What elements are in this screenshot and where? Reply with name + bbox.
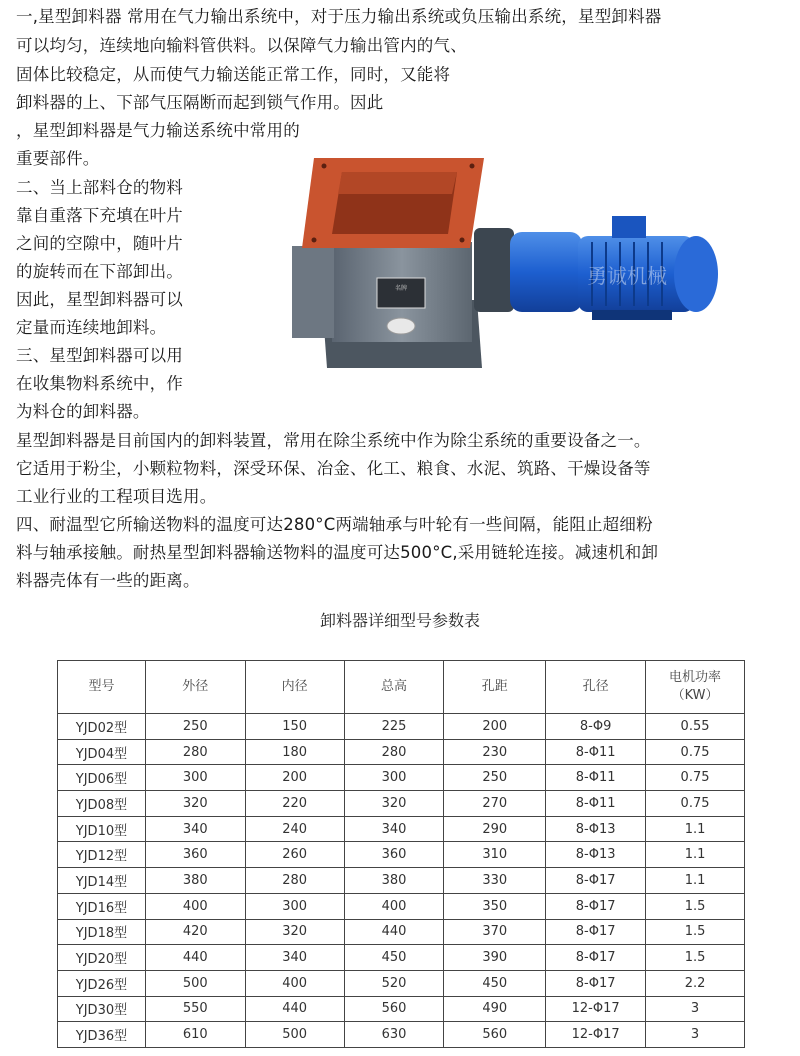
table-cell: 320 <box>145 791 245 817</box>
table-cell: 330 <box>444 868 546 894</box>
text-line: 四、耐温型它所输送物料的温度可达280°C两端轴承与叶轮有一些间隔，能阻止超细粉 <box>16 515 653 534</box>
table-cell: 180 <box>245 739 344 765</box>
table-row <box>58 714 745 740</box>
table-row <box>58 739 745 765</box>
table-row <box>58 868 745 894</box>
table-cell: YJD20型 <box>58 945 146 971</box>
table-cell: 8-Φ11 <box>546 739 646 765</box>
table-cell: YJD36型 <box>58 1022 146 1048</box>
text-line: 为料仓的卸料器。 <box>16 402 150 421</box>
table-cell: 350 <box>444 893 546 919</box>
table-cell: 420 <box>145 919 245 945</box>
table-cell: 390 <box>444 945 546 971</box>
table-cell: 400 <box>344 893 444 919</box>
table-cell: 230 <box>444 739 546 765</box>
text-line: 星型卸料器是目前国内的卸料装置，常用在除尘系统中作为除尘系统的重要设备之一。 <box>16 431 651 450</box>
text-line: 因此，星型卸料器可以 <box>16 290 183 309</box>
table-cell: 260 <box>245 842 344 868</box>
text-line: 的旋转而在下部卸出。 <box>16 262 183 281</box>
table-cell: 300 <box>145 765 245 791</box>
motor-terminal-box <box>612 216 646 238</box>
header-hole-diameter: 孔径 <box>546 661 646 714</box>
header-motor-power-unit: （KW） <box>671 688 719 703</box>
table-cell: 250 <box>444 765 546 791</box>
text-line: 定量而连续地卸料。 <box>16 318 167 337</box>
table-row <box>58 945 745 971</box>
table-cell: 340 <box>145 816 245 842</box>
table-cell: YJD14型 <box>58 868 146 894</box>
table-cell: 250 <box>145 714 245 740</box>
table-cell: 3 <box>646 1022 745 1048</box>
table-cell: 1.1 <box>646 868 745 894</box>
bolt-hole <box>460 238 465 243</box>
text-line: 可以均匀，连续地向输料管供料。以保障气力输出管内的气、 <box>16 36 467 55</box>
motor-feet <box>592 310 672 320</box>
table-cell: 630 <box>344 1022 444 1048</box>
header-inner-diameter: 内径 <box>245 661 344 714</box>
flow-arrow-plate <box>387 318 415 334</box>
spec-table <box>57 660 745 1048</box>
header-motor-power-label: 电机功率 <box>669 670 722 685</box>
table-header-row <box>58 661 745 714</box>
table-cell: 400 <box>245 970 344 996</box>
table-row <box>58 919 745 945</box>
table-cell: 270 <box>444 791 546 817</box>
bolt-hole <box>312 238 317 243</box>
table-cell: 320 <box>344 791 444 817</box>
table-cell: YJD16型 <box>58 893 146 919</box>
rotary-valve-photo <box>292 150 742 378</box>
table-cell: 8-Φ17 <box>546 970 646 996</box>
gear-reducer <box>510 232 582 312</box>
nameplate <box>377 278 425 308</box>
table-row <box>58 893 745 919</box>
watermark: 勇诚机械 <box>587 264 667 288</box>
text-line: 二、当上部料仓的物料 <box>16 178 183 197</box>
table-cell: YJD12型 <box>58 842 146 868</box>
table-body <box>58 714 745 1048</box>
nameplate-label: 名牌 <box>394 285 408 292</box>
table-caption: 卸料器详细型号参数表 <box>319 611 480 630</box>
bolt-hole <box>470 164 475 169</box>
table-cell: 1.5 <box>646 893 745 919</box>
header-model: 型号 <box>58 661 146 714</box>
table-cell: 8-Φ9 <box>546 714 646 740</box>
text-line: ，星型卸料器是气力输送系统中常用的 <box>16 121 300 140</box>
table-cell: 320 <box>245 919 344 945</box>
table-cell: YJD30型 <box>58 996 146 1022</box>
table-cell: YJD26型 <box>58 970 146 996</box>
text-line: 工业行业的工程项目选用。 <box>16 487 217 506</box>
table-cell: 280 <box>344 739 444 765</box>
table-cell: 150 <box>245 714 344 740</box>
text-line: 它适用于粉尘，小颗粒物料，深受环保、冶金、化工、粮食、水泥、筑路、干燥设备等 <box>16 459 651 478</box>
table-cell: YJD04型 <box>58 739 146 765</box>
table-cell: 225 <box>344 714 444 740</box>
table-row <box>58 970 745 996</box>
table-cell: 380 <box>344 868 444 894</box>
table-cell: 400 <box>145 893 245 919</box>
table-cell: 1.5 <box>646 919 745 945</box>
table-cell: 440 <box>344 919 444 945</box>
text-line: 三、星型卸料器可以用 <box>16 346 183 365</box>
coupling <box>474 228 514 312</box>
table-cell: 280 <box>245 868 344 894</box>
table-cell: 0.75 <box>646 765 745 791</box>
table-cell: 340 <box>344 816 444 842</box>
table-cell: 360 <box>145 842 245 868</box>
table-cell: 1.1 <box>646 842 745 868</box>
text-line: 固体比较稳定，从而使气力输送能正常工作，同时，又能将 <box>16 65 451 84</box>
text-line: 料与轴承接触。耐热星型卸料器输送物料的温度可达500°C,采用链轮连接。减速机和卸 <box>16 543 659 562</box>
table-cell: 300 <box>344 765 444 791</box>
table-cell: 560 <box>344 996 444 1022</box>
text-line: 料器壳体有一些的距离。 <box>16 571 200 590</box>
table-cell: 360 <box>344 842 444 868</box>
table-row <box>58 765 745 791</box>
table-cell: 220 <box>245 791 344 817</box>
table-cell: 500 <box>245 1022 344 1048</box>
table-cell: 8-Φ17 <box>546 945 646 971</box>
table-cell: 1.5 <box>646 945 745 971</box>
inlet-inner-wall <box>338 172 457 194</box>
header-hole-spacing: 孔距 <box>444 661 546 714</box>
table-cell: 0.75 <box>646 791 745 817</box>
table-cell: 610 <box>145 1022 245 1048</box>
table-cell: 12-Φ17 <box>546 996 646 1022</box>
table-cell: 0.55 <box>646 714 745 740</box>
table-cell: 8-Φ17 <box>546 868 646 894</box>
table-cell: 280 <box>145 739 245 765</box>
table-cell: 560 <box>444 1022 546 1048</box>
valve-side <box>292 246 334 338</box>
table-cell: 8-Φ13 <box>546 842 646 868</box>
table-cell: 3 <box>646 996 745 1022</box>
header-total-height: 总高 <box>344 661 444 714</box>
table-cell: 450 <box>344 945 444 971</box>
table-row <box>58 791 745 817</box>
table-cell: 8-Φ11 <box>546 765 646 791</box>
header-motor-power <box>646 661 745 714</box>
table-cell: 520 <box>344 970 444 996</box>
header-outer-diameter: 外径 <box>145 661 245 714</box>
table-cell: 200 <box>444 714 546 740</box>
text-line: 重要部件。 <box>16 149 100 168</box>
text-line: 一,星型卸料器 常用在气力输出系统中，对于压力输出系统或负压输出系统，星型卸料器 <box>16 7 662 26</box>
table-row <box>58 1022 745 1048</box>
table-cell: 500 <box>145 970 245 996</box>
table-cell: 340 <box>245 945 344 971</box>
table-cell: 12-Φ17 <box>546 1022 646 1048</box>
table-cell: YJD10型 <box>58 816 146 842</box>
table-cell: 8-Φ11 <box>546 791 646 817</box>
table-cell: 550 <box>145 996 245 1022</box>
motor-fan-cover <box>674 236 718 312</box>
text-line: 卸料器的上、下部气压隔断而起到锁气作用。因此 <box>16 93 384 112</box>
table-cell: YJD06型 <box>58 765 146 791</box>
table-cell: 2.2 <box>646 970 745 996</box>
table-cell: 1.1 <box>646 816 745 842</box>
table-cell: YJD08型 <box>58 791 146 817</box>
table-cell: 8-Φ17 <box>546 919 646 945</box>
table-cell: 490 <box>444 996 546 1022</box>
table-cell: 450 <box>444 970 546 996</box>
table-cell: YJD18型 <box>58 919 146 945</box>
table-cell: 8-Φ13 <box>546 816 646 842</box>
table-cell: 380 <box>145 868 245 894</box>
table-cell: 8-Φ17 <box>546 893 646 919</box>
text-line: 在收集物料系统中，作 <box>16 374 183 393</box>
table-cell: 440 <box>145 945 245 971</box>
bolt-hole <box>322 164 327 169</box>
table-cell: 310 <box>444 842 546 868</box>
table-cell: 240 <box>245 816 344 842</box>
text-line: 靠自重落下充填在叶片 <box>16 206 183 225</box>
text-line: 之间的空隙中，随叶片 <box>16 234 183 253</box>
table-row <box>58 842 745 868</box>
table-row <box>58 816 745 842</box>
table-cell: 0.75 <box>646 739 745 765</box>
table-cell: 370 <box>444 919 546 945</box>
table-cell: 440 <box>245 996 344 1022</box>
table-cell: 290 <box>444 816 546 842</box>
table-cell: 300 <box>245 893 344 919</box>
table-row <box>58 996 745 1022</box>
table-cell: 200 <box>245 765 344 791</box>
table-cell: YJD02型 <box>58 714 146 740</box>
